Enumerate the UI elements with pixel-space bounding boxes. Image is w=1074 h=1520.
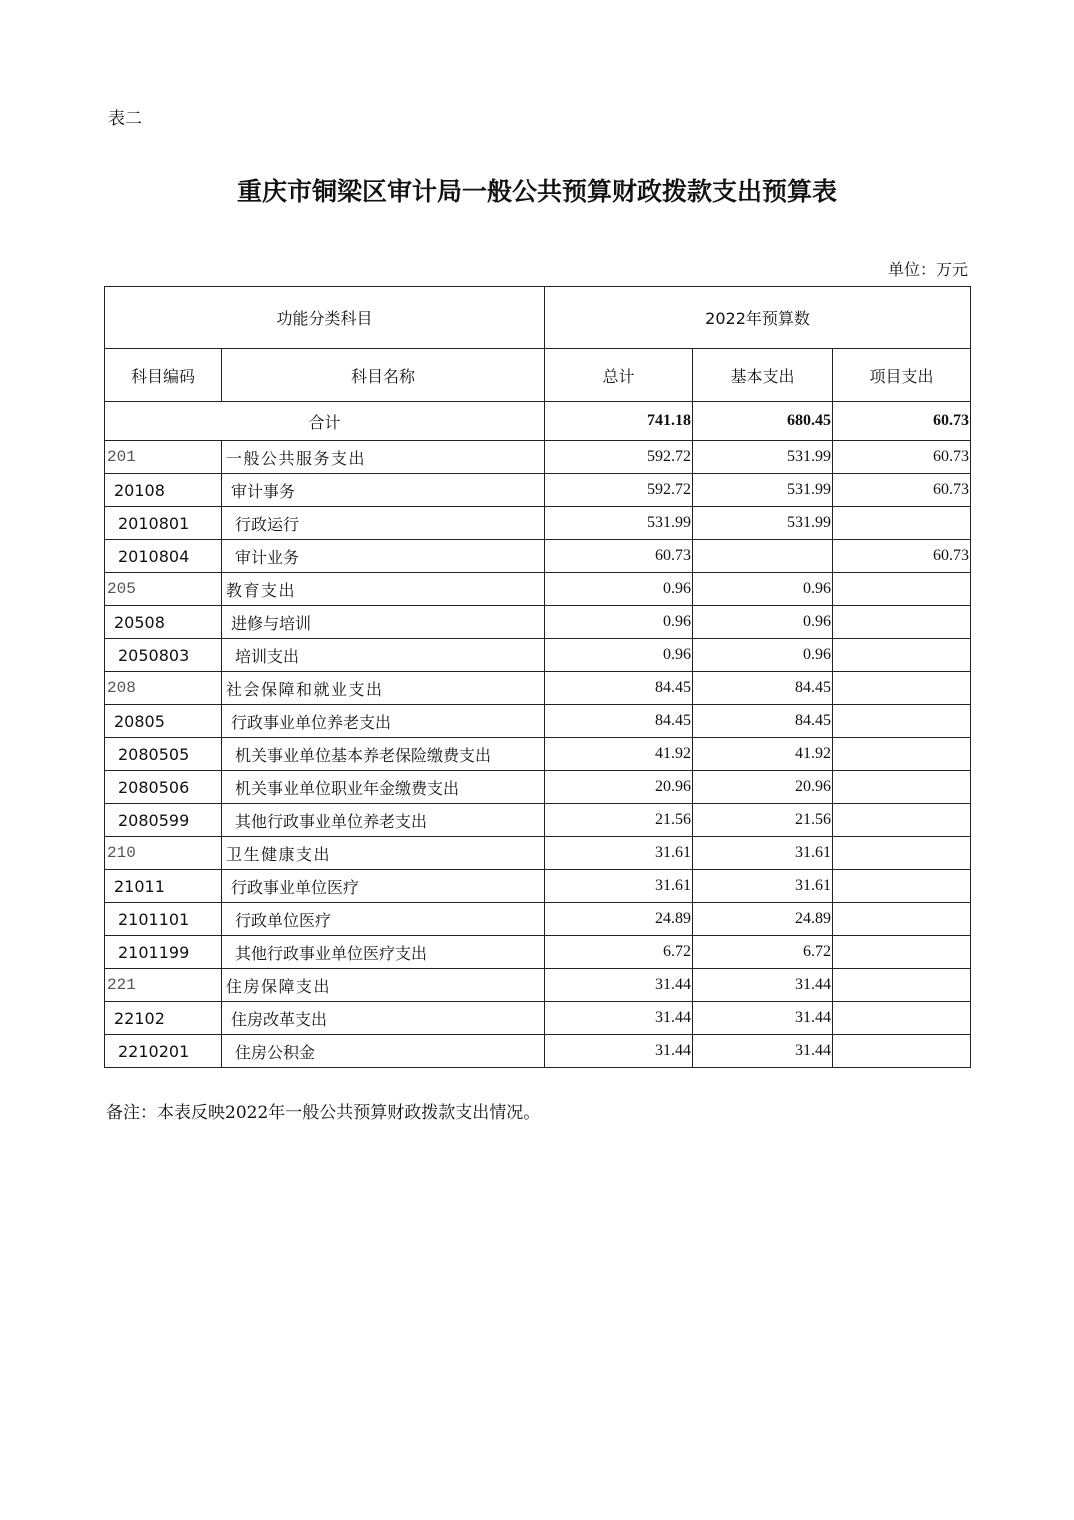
row-code: 22102 — [105, 1002, 222, 1035]
row-basic: 31.44 — [693, 969, 833, 1002]
row-name: 行政事业单位医疗 — [222, 870, 545, 903]
header-code: 科目编码 — [105, 349, 222, 402]
table-row — [105, 837, 971, 870]
row-basic: 0.96 — [693, 606, 833, 639]
row-name: 机关事业单位职业年金缴费支出 — [222, 771, 545, 804]
row-project — [833, 705, 971, 738]
table-row — [105, 771, 971, 804]
table-row — [105, 1035, 971, 1068]
row-total: 592.72 — [545, 474, 693, 507]
row-basic: 31.61 — [693, 870, 833, 903]
row-total: 6.72 — [545, 936, 693, 969]
row-code: 2080599 — [105, 804, 222, 837]
table-row — [105, 507, 971, 540]
table-row — [105, 936, 971, 969]
table-row — [105, 540, 971, 573]
total-row — [105, 402, 971, 441]
table-row — [105, 672, 971, 705]
page-label: 表二 — [108, 109, 142, 129]
table-row — [105, 738, 971, 771]
row-code: 2210201 — [105, 1035, 222, 1068]
row-code: 20805 — [105, 705, 222, 738]
row-total: 592.72 — [545, 441, 693, 474]
row-total: 0.96 — [545, 573, 693, 606]
row-project — [833, 771, 971, 804]
row-basic: 20.96 — [693, 771, 833, 804]
row-total: 60.73 — [545, 540, 693, 573]
row-code: 2101101 — [105, 903, 222, 936]
row-name: 教育支出 — [222, 573, 545, 606]
header-row-group — [105, 287, 971, 349]
header-total: 总计 — [545, 349, 693, 402]
row-project — [833, 837, 971, 870]
row-basic: 6.72 — [693, 936, 833, 969]
row-name: 住房改革支出 — [222, 1002, 545, 1035]
row-project — [833, 903, 971, 936]
row-code: 20108 — [105, 474, 222, 507]
row-basic: 84.45 — [693, 705, 833, 738]
total-label: 合计 — [105, 402, 545, 441]
row-total: 31.44 — [545, 1002, 693, 1035]
row-basic: 24.89 — [693, 903, 833, 936]
table-row — [105, 969, 971, 1002]
row-code: 205 — [105, 573, 222, 606]
row-code: 2080505 — [105, 738, 222, 771]
row-name: 住房保障支出 — [222, 969, 545, 1002]
row-code: 221 — [105, 969, 222, 1002]
row-name: 其他行政事业单位养老支出 — [222, 804, 545, 837]
budget-table — [104, 286, 971, 1068]
table-row — [105, 639, 971, 672]
row-project — [833, 573, 971, 606]
row-basic — [693, 540, 833, 573]
row-basic: 531.99 — [693, 474, 833, 507]
row-total: 31.44 — [545, 1035, 693, 1068]
row-project — [833, 639, 971, 672]
row-total: 24.89 — [545, 903, 693, 936]
row-name: 住房公积金 — [222, 1035, 545, 1068]
row-name: 一般公共服务支出 — [222, 441, 545, 474]
row-project — [833, 672, 971, 705]
header-basic: 基本支出 — [693, 349, 833, 402]
table-row — [105, 441, 971, 474]
row-total: 31.61 — [545, 837, 693, 870]
row-basic: 31.44 — [693, 1035, 833, 1068]
row-project — [833, 804, 971, 837]
row-basic: 31.61 — [693, 837, 833, 870]
row-basic: 531.99 — [693, 507, 833, 540]
row-code: 2080506 — [105, 771, 222, 804]
row-project — [833, 936, 971, 969]
total-project: 60.73 — [833, 402, 971, 441]
row-project — [833, 969, 971, 1002]
row-basic: 0.96 — [693, 639, 833, 672]
row-project — [833, 606, 971, 639]
row-name: 机关事业单位基本养老保险缴费支出 — [222, 738, 545, 771]
row-code: 2050803 — [105, 639, 222, 672]
header-functional-classification: 功能分类科目 — [105, 287, 545, 349]
table-row — [105, 573, 971, 606]
row-total: 31.44 — [545, 969, 693, 1002]
row-total: 0.96 — [545, 606, 693, 639]
row-total: 20.96 — [545, 771, 693, 804]
row-basic: 21.56 — [693, 804, 833, 837]
row-total: 0.96 — [545, 639, 693, 672]
row-code: 2101199 — [105, 936, 222, 969]
row-name: 其他行政事业单位医疗支出 — [222, 936, 545, 969]
row-name: 进修与培训 — [222, 606, 545, 639]
row-name: 行政事业单位养老支出 — [222, 705, 545, 738]
row-code: 21011 — [105, 870, 222, 903]
row-project: 60.73 — [833, 474, 971, 507]
table-row — [105, 606, 971, 639]
row-code: 210 — [105, 837, 222, 870]
row-project — [833, 1002, 971, 1035]
row-name: 社会保障和就业支出 — [222, 672, 545, 705]
table-row — [105, 870, 971, 903]
row-name: 行政单位医疗 — [222, 903, 545, 936]
row-code: 2010801 — [105, 507, 222, 540]
row-project — [833, 870, 971, 903]
table-row — [105, 1002, 971, 1035]
table-row — [105, 474, 971, 507]
document-title: 重庆市铜梁区审计局一般公共预算财政拨款支出预算表 — [236, 177, 837, 206]
header-budget-2022: 2022年预算数 — [545, 287, 971, 349]
row-total: 84.45 — [545, 672, 693, 705]
row-project — [833, 738, 971, 771]
row-total: 41.92 — [545, 738, 693, 771]
table-row — [105, 705, 971, 738]
row-name: 审计业务 — [222, 540, 545, 573]
row-code: 201 — [105, 441, 222, 474]
table-row — [105, 804, 971, 837]
header-row-columns — [105, 349, 971, 402]
row-project: 60.73 — [833, 540, 971, 573]
row-basic: 41.92 — [693, 738, 833, 771]
row-total: 84.45 — [545, 705, 693, 738]
row-name: 卫生健康支出 — [222, 837, 545, 870]
row-basic: 31.44 — [693, 1002, 833, 1035]
row-basic: 531.99 — [693, 441, 833, 474]
row-code: 20508 — [105, 606, 222, 639]
row-code: 2010804 — [105, 540, 222, 573]
row-project: 60.73 — [833, 441, 971, 474]
header-name: 科目名称 — [222, 349, 545, 402]
row-name: 审计事务 — [222, 474, 545, 507]
total-basic: 680.45 — [693, 402, 833, 441]
total-total: 741.18 — [545, 402, 693, 441]
table-row — [105, 903, 971, 936]
row-project — [833, 1035, 971, 1068]
row-total: 31.61 — [545, 870, 693, 903]
row-project — [833, 507, 971, 540]
row-name: 行政运行 — [222, 507, 545, 540]
row-code: 208 — [105, 672, 222, 705]
unit-label: 单位：万元 — [887, 260, 968, 279]
row-name: 培训支出 — [222, 639, 545, 672]
row-total: 21.56 — [545, 804, 693, 837]
row-total: 531.99 — [545, 507, 693, 540]
footnote: 备注：本表反映2022年一般公共预算财政拨款支出情况。 — [106, 1103, 541, 1123]
row-basic: 84.45 — [693, 672, 833, 705]
header-project: 项目支出 — [833, 349, 971, 402]
row-basic: 0.96 — [693, 573, 833, 606]
